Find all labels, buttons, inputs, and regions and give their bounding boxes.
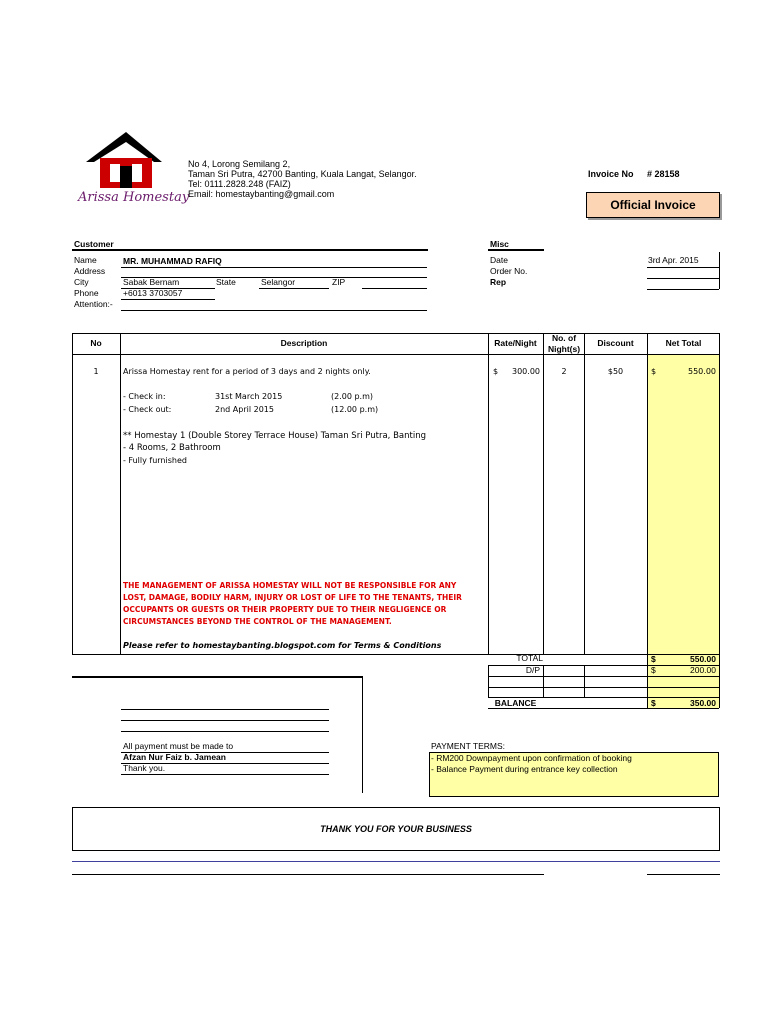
payment-thanks: Thank you. xyxy=(123,763,166,773)
dp-currency: $ xyxy=(651,665,656,675)
table-top-border xyxy=(72,333,720,334)
row-net-value: 550.00 xyxy=(688,367,716,376)
totals-sep-1 xyxy=(543,665,544,697)
phone-value: +6013 3703057 xyxy=(123,288,183,298)
header-rate: Rate/Night xyxy=(494,338,537,348)
checkout-date: 2nd April 2015 xyxy=(215,405,274,414)
table-left-border xyxy=(72,333,73,655)
customer-header-rule xyxy=(72,249,428,251)
table-header-bottom xyxy=(72,354,720,355)
invoice-title-box xyxy=(586,192,720,218)
footer-rule-right xyxy=(647,874,720,875)
checkout-label: - Check out: xyxy=(123,405,172,414)
state-underline xyxy=(259,288,329,289)
company-address-line2: Taman Sri Putra, 42700 Banting, Kuala Langat, Selangor. xyxy=(188,169,417,179)
payment-term-1: - RM200 Downpayment upon confirmation of booking xyxy=(431,753,632,763)
state-label: State xyxy=(216,277,236,287)
invoice-title: Official Invoice xyxy=(610,198,696,212)
address-label: Address xyxy=(74,266,106,276)
city-value: Sabak Bernam xyxy=(123,277,180,287)
thank-you-text: THANK YOU FOR YOUR BUSINESS xyxy=(320,824,472,834)
terms-reference-note: Please refer to homestaybanting.blogspot.com for Terms & Conditions xyxy=(123,641,442,650)
header-description: Description xyxy=(280,338,328,348)
phone-label: Phone xyxy=(74,288,99,298)
total-value: 550.00 xyxy=(690,654,716,664)
name-value: MR. MUHAMMAD RAFIQ xyxy=(123,256,222,266)
invoice-number-label: Invoice No xyxy=(588,169,634,179)
notes-line3 xyxy=(121,731,329,732)
total-currency: $ xyxy=(651,654,656,664)
notes-line2 xyxy=(121,720,329,721)
disclaimer-line2: LOST, DAMAGE, BODILY HARM, INJURY OR LOST OF LIFE TO THE TENANTS, THEIR xyxy=(123,593,462,602)
zip-label: ZIP xyxy=(332,277,346,287)
row-nights: 2 xyxy=(561,367,567,376)
footer-rule-blue xyxy=(72,861,720,862)
customer-section-label: Customer xyxy=(74,239,114,249)
totals-sep-right xyxy=(719,655,720,708)
checkin-label: - Check in: xyxy=(123,392,166,401)
name-label: Name xyxy=(74,255,97,265)
notes-line1 xyxy=(121,709,329,710)
disclaimer-line1: THE MANAGEMENT OF ARISSA HOMESTAY WILL NOT BE RESPONSIBLE FOR ANY xyxy=(123,581,457,590)
totals-row2-bottom xyxy=(488,676,719,677)
company-email: Email: homestaybanting@gmail.com xyxy=(188,189,335,199)
company-tel: Tel: 0111.2828.248 (FAIZ) xyxy=(188,179,291,189)
phone-underline xyxy=(121,299,215,300)
table-bottom-border xyxy=(72,654,720,655)
disclaimer-line3: OCCUPANTS OR GUESTS OR THEIR PROPERTY DUE TO THEIR NEGLIGENCE OR xyxy=(123,605,447,614)
misc-right-border xyxy=(719,252,720,289)
payment-term-2: - Balance Payment during entrance key collection xyxy=(431,764,618,774)
col-sep-desc xyxy=(488,333,489,655)
net-total-column-fill xyxy=(648,355,719,654)
row-rate-currency: $ xyxy=(493,367,499,376)
date-label: Date xyxy=(490,255,508,265)
order-underline xyxy=(647,278,719,279)
detail-furnished: - Fully furnished xyxy=(123,456,187,465)
header-net-total: Net Total xyxy=(665,338,702,348)
row-no: 1 xyxy=(93,367,99,376)
col-sep-nights xyxy=(584,333,585,655)
balance-label: BALANCE xyxy=(494,698,537,708)
table-right-border xyxy=(719,333,720,655)
col-sep-discount xyxy=(647,333,648,655)
invoice-number-value: # 28158 xyxy=(647,169,680,179)
misc-section-label: Misc xyxy=(490,239,509,249)
totals-sep-2 xyxy=(584,665,585,697)
col-sep-rate xyxy=(543,333,544,655)
row-net-currency: $ xyxy=(651,367,657,376)
company-address-line1: No 4, Lorong Semilang 2, xyxy=(188,159,291,169)
row-rate-value: 300.00 xyxy=(512,367,540,376)
dp-label: D/P xyxy=(525,665,540,675)
payee-name: Afzan Nur Faiz b. Jamean xyxy=(123,752,226,762)
checkout-time: (12.00 p.m) xyxy=(331,405,379,414)
state-value: Selangor xyxy=(261,277,296,287)
row-description: Arissa Homestay rent for a period of 3 days and 2 nights only. xyxy=(123,367,371,376)
thank-you-box xyxy=(72,807,720,851)
order-label: Order No. xyxy=(490,266,528,276)
zip-underline xyxy=(362,288,427,289)
footer-rule-left xyxy=(72,874,544,875)
disclaimer-line4: CIRCUMSTANCES BEYOND THE CONTROL OF THE MANAGEMENT. xyxy=(123,617,392,626)
attention-label: Attention:- xyxy=(74,299,113,309)
balance-currency: $ xyxy=(651,698,656,708)
name-underline xyxy=(121,267,427,268)
payment-terms-label: PAYMENT TERMS: xyxy=(431,741,505,751)
notes-box-right xyxy=(362,676,363,793)
header-discount: Discount xyxy=(597,338,634,348)
misc-header-rule xyxy=(488,249,544,251)
detail-homestay: ** Homestay 1 (Double Storey Terrace House) Taman Sri Putra, Banting xyxy=(123,431,426,441)
balance-value: 350.00 xyxy=(690,698,716,708)
rep-label: Rep xyxy=(490,277,507,287)
header-no: No xyxy=(90,338,102,348)
header-nights: No. of Night(s) xyxy=(547,333,581,354)
thanks-underline xyxy=(121,774,329,775)
totals-row3-bottom xyxy=(488,687,719,688)
checkin-date: 31st March 2015 xyxy=(215,392,283,401)
rep-underline xyxy=(647,289,719,290)
row-discount: $50 xyxy=(607,367,624,376)
total-label: TOTAL xyxy=(516,653,543,663)
detail-rooms: - 4 Rooms, 2 Bathroom xyxy=(123,443,221,453)
date-underline xyxy=(647,267,719,268)
notes-box-top xyxy=(72,676,363,678)
attention-underline xyxy=(121,310,427,311)
checkin-time: (2.00 p.m) xyxy=(331,392,374,401)
dp-value: 200.00 xyxy=(690,665,716,675)
city-label: City xyxy=(74,277,89,287)
logo-text: Arissa Homestay xyxy=(78,190,190,205)
payment-made-to-label: All payment must be made to xyxy=(123,741,234,751)
col-sep-no xyxy=(120,333,121,655)
totals-sep-3 xyxy=(647,655,648,708)
date-value: 3rd Apr. 2015 xyxy=(648,255,699,265)
